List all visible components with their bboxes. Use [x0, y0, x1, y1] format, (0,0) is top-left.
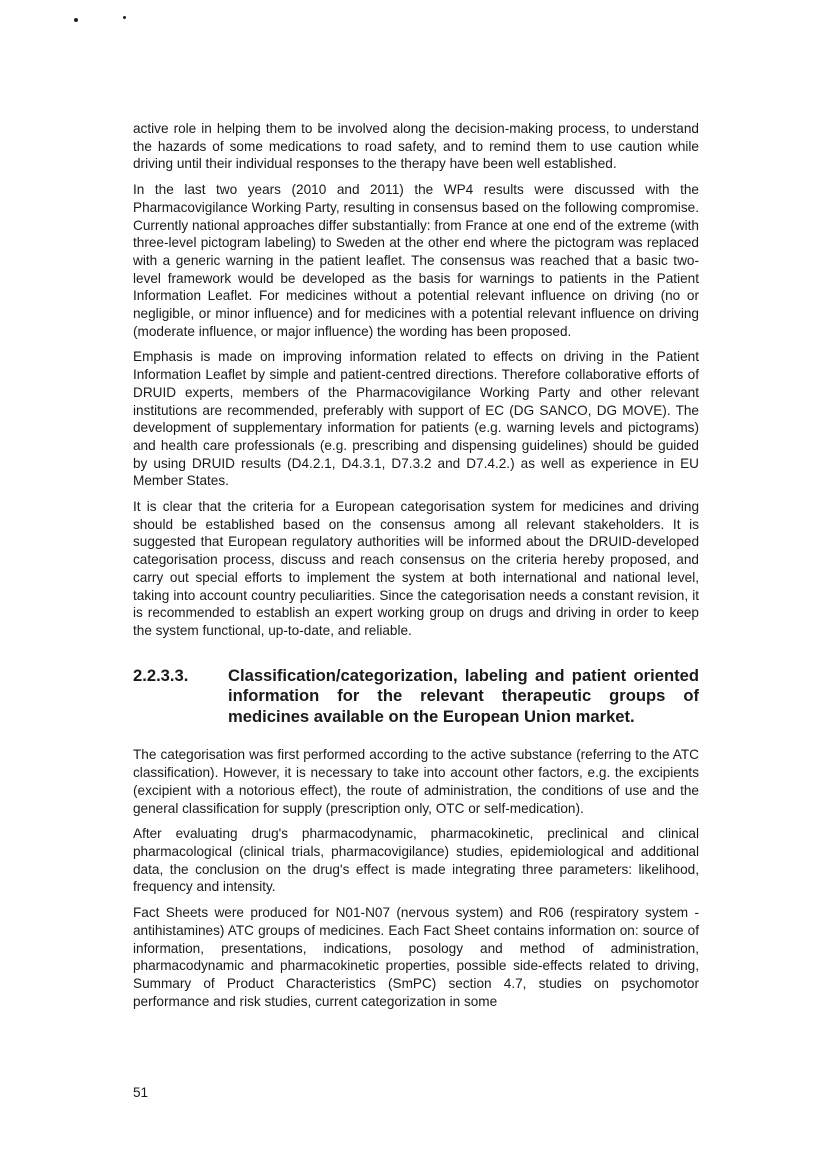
scan-dot-mark: [74, 18, 78, 22]
paragraph: active role in helping them to be involved along the decision-making process, to understand the hazards of some medications to road safety, and to remind them to use caution while driving until their individual responses to the therapy have been well established.: [133, 121, 699, 172]
section-title: Classification/categorization, labeling and patient oriented information for the relevant therapeutic groups of medicines available on the European Union market.: [228, 665, 699, 726]
paragraph: It is clear that the criteria for a European categorisation system for medicines and driving should be established based on the consensus among all relevant stakeholders. It is suggested that European regulatory authorities will be informed about the DRUID-developed categorisation process, discuss and reach consensus on the criteria hereby proposed, and carry out special efforts to implement the system at both international and national level, taking into account country peculiarities. Since the categorisation needs a constant revision, it is recommended to establish an expert working group on drugs and driving in order to keep the system functional, up-to-date, and reliable.: [133, 499, 699, 638]
scan-dot-mark: [123, 16, 126, 19]
paragraph: After evaluating drug's pharmacodynamic, pharmacokinetic, preclinical and clinical pharmacological (clinical trials, pharmacovigilance) studies, epidemiological and additional data, the conclusion on the drug's effect is made integrating three parameters: likelihood, frequency and intensity.: [133, 826, 699, 895]
paragraph: In the last two years (2010 and 2011) the WP4 results were discussed with the Pharmacovigilance Working Party, resulting in consensus based on the following compromise. Currently national approaches differ substantially: from France at one end of the extreme (with three-level pictogram labeling) to Sweden at the other end where the pictogram was replaced with a generic warning in the patient leaflet. The consensus was reached that a basic two-level framework would be developed as the basis for warnings to patients in the Patient Information Leaflet. For medicines without a potential relevant influence on driving (no or negligible, or minor influence) and for medicines with a potential relevant influence on driving (moderate influence, or major influence) the wording has been proposed.: [133, 182, 699, 339]
section-heading: [133, 666, 699, 728]
paragraph: Fact Sheets were produced for N01-N07 (nervous system) and R06 (respiratory system - antihistamines) ATC groups of medicines. Each Fact Sheet contains information on: source of information, presentations, indications, posology and method of administration, pharmacodynamic and pharmacokinetic properties, possible side-effects related to driving, Summary of Product Characteristics (SmPC) section 4.7, studies on psychomotor performance and risk studies, current categorization in some: [133, 905, 699, 1009]
section-number: 2.2.3.3.: [133, 665, 189, 685]
paragraph: Emphasis is made on improving information related to effects on driving in the Patient Information Leaflet by simple and patient-centred directions. Therefore collaborative efforts of DRUID experts, members of the Pharmacovigilance Working Party and other relevant institutions are recommended, preferably with support of EC (DG SANCO, DG MOVE). The development of supplementary information for patients (e.g. warning levels and pictograms) and health care professionals (e.g. prescribing and dispensing guidelines) should be guided by using DRUID results (D4.2.1, D4.3.1, D7.3.2 and D7.4.2.) as well as experience in EU Member States.: [133, 349, 699, 489]
page-number: 51: [133, 1085, 149, 1100]
page-body: [133, 120, 699, 1018]
paragraph: The categorisation was first performed according to the active substance (referring to the ATC classification). However, it is necessary to take into account other factors, e.g. the excipients (excipient with a notorious effect), the route of administration, the conditions of use and the general classification for supply (prescription only, OTC or self-medication).: [133, 747, 699, 816]
